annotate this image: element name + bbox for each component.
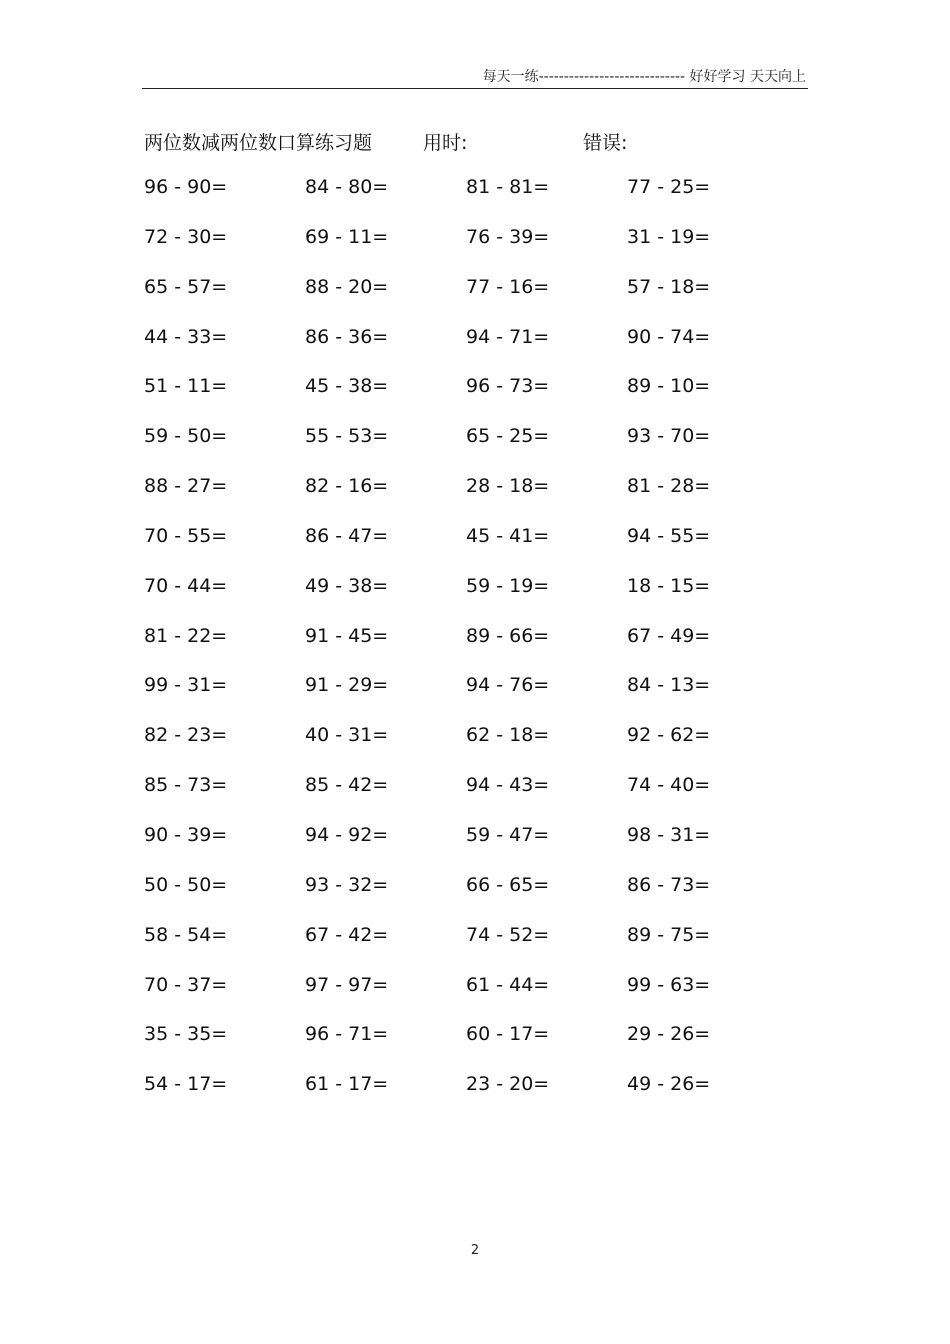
time-label: 用时: bbox=[423, 132, 468, 154]
problem-item: 82 - 16= bbox=[305, 475, 389, 498]
problem-item: 89 - 66= bbox=[466, 624, 550, 647]
problem-item: 93 - 32= bbox=[305, 873, 389, 896]
problem-item: 61 - 17= bbox=[305, 1073, 389, 1096]
problem-item: 74 - 52= bbox=[466, 923, 550, 946]
problem-item: 49 - 26= bbox=[627, 1073, 711, 1096]
problem-item: 51 - 11= bbox=[144, 375, 228, 398]
problem-item: 84 - 80= bbox=[305, 176, 389, 198]
problem-item: 85 - 42= bbox=[305, 774, 389, 797]
page-header bbox=[142, 64, 808, 89]
problem-item: 66 - 65= bbox=[466, 873, 550, 896]
problem-item: 81 - 22= bbox=[144, 624, 228, 647]
problem-item: 90 - 74= bbox=[627, 325, 711, 348]
problem-item: 59 - 50= bbox=[144, 425, 228, 448]
problem-item: 81 - 81= bbox=[466, 176, 550, 198]
problem-item: 60 - 17= bbox=[466, 1023, 550, 1046]
problem-item: 74 - 40= bbox=[627, 774, 711, 797]
problem-item: 94 - 76= bbox=[466, 674, 550, 697]
problem-item: 69 - 11= bbox=[305, 225, 389, 248]
problem-item: 86 - 36= bbox=[305, 325, 389, 348]
problem-item: 96 - 90= bbox=[144, 176, 228, 198]
problem-item: 94 - 92= bbox=[305, 823, 389, 846]
problem-item: 55 - 53= bbox=[305, 425, 389, 448]
problem-item: 45 - 41= bbox=[466, 524, 550, 547]
problem-item: 61 - 44= bbox=[466, 973, 550, 996]
problem-item: 86 - 47= bbox=[305, 524, 389, 547]
problem-item: 28 - 18= bbox=[466, 475, 550, 498]
problem-item: 84 - 13= bbox=[627, 674, 711, 697]
problem-item: 70 - 37= bbox=[144, 973, 228, 996]
problem-item: 67 - 49= bbox=[627, 624, 711, 647]
problem-item: 57 - 18= bbox=[627, 275, 711, 298]
problem-item: 18 - 15= bbox=[627, 574, 711, 597]
problem-item: 86 - 73= bbox=[627, 873, 711, 896]
problem-item: 82 - 23= bbox=[144, 724, 228, 747]
problem-item: 67 - 42= bbox=[305, 923, 389, 946]
worksheet-title: 两位数减两位数口算练习题 bbox=[144, 132, 373, 154]
problem-item: 88 - 27= bbox=[144, 475, 228, 498]
problem-item: 99 - 63= bbox=[627, 973, 711, 996]
problem-item: 81 - 28= bbox=[627, 475, 711, 498]
problem-item: 40 - 31= bbox=[305, 724, 389, 747]
problem-item: 99 - 31= bbox=[144, 674, 228, 697]
page-number: 2 bbox=[470, 1243, 480, 1258]
problem-item: 70 - 44= bbox=[144, 574, 228, 597]
problem-item: 62 - 18= bbox=[466, 724, 550, 747]
problem-item: 45 - 38= bbox=[305, 375, 389, 398]
problem-item: 94 - 43= bbox=[466, 774, 550, 797]
problem-item: 91 - 29= bbox=[305, 674, 389, 697]
problem-item: 94 - 71= bbox=[466, 325, 550, 348]
problem-item: 35 - 35= bbox=[144, 1023, 228, 1046]
problem-item: 58 - 54= bbox=[144, 923, 228, 946]
problem-item: 65 - 57= bbox=[144, 275, 228, 298]
problem-item: 94 - 55= bbox=[627, 524, 711, 547]
problem-item: 89 - 10= bbox=[627, 375, 711, 398]
problem-item: 54 - 17= bbox=[144, 1073, 228, 1096]
problem-item: 72 - 30= bbox=[144, 225, 228, 248]
problem-item: 77 - 25= bbox=[627, 176, 711, 198]
problem-item: 59 - 19= bbox=[466, 574, 550, 597]
problem-item: 49 - 38= bbox=[305, 574, 389, 597]
problem-item: 91 - 45= bbox=[305, 624, 389, 647]
problem-item: 76 - 39= bbox=[466, 225, 550, 248]
problem-item: 29 - 26= bbox=[627, 1023, 711, 1046]
problem-item: 93 - 70= bbox=[627, 425, 711, 448]
problem-item: 44 - 33= bbox=[144, 325, 228, 348]
problem-item: 65 - 25= bbox=[466, 425, 550, 448]
title-row bbox=[144, 128, 744, 158]
problem-item: 97 - 97= bbox=[305, 973, 389, 996]
problem-item: 70 - 55= bbox=[144, 524, 228, 547]
problem-item: 31 - 19= bbox=[627, 225, 711, 248]
header-text: 每天一练----------------------------- 好好学习 天天向上 bbox=[482, 69, 806, 85]
problem-item: 88 - 20= bbox=[305, 275, 389, 298]
problem-item: 77 - 16= bbox=[466, 275, 550, 298]
problem-item: 96 - 73= bbox=[466, 375, 550, 398]
problem-item: 85 - 73= bbox=[144, 774, 228, 797]
problem-item: 23 - 20= bbox=[466, 1073, 550, 1096]
problem-item: 59 - 47= bbox=[466, 823, 550, 846]
problem-item: 90 - 39= bbox=[144, 823, 228, 846]
problem-item: 50 - 50= bbox=[144, 873, 228, 896]
problem-item: 98 - 31= bbox=[627, 823, 711, 846]
problem-item: 96 - 71= bbox=[305, 1023, 389, 1046]
problem-item: 89 - 75= bbox=[627, 923, 711, 946]
error-label: 错误: bbox=[583, 132, 628, 154]
problem-item: 92 - 62= bbox=[627, 724, 711, 747]
